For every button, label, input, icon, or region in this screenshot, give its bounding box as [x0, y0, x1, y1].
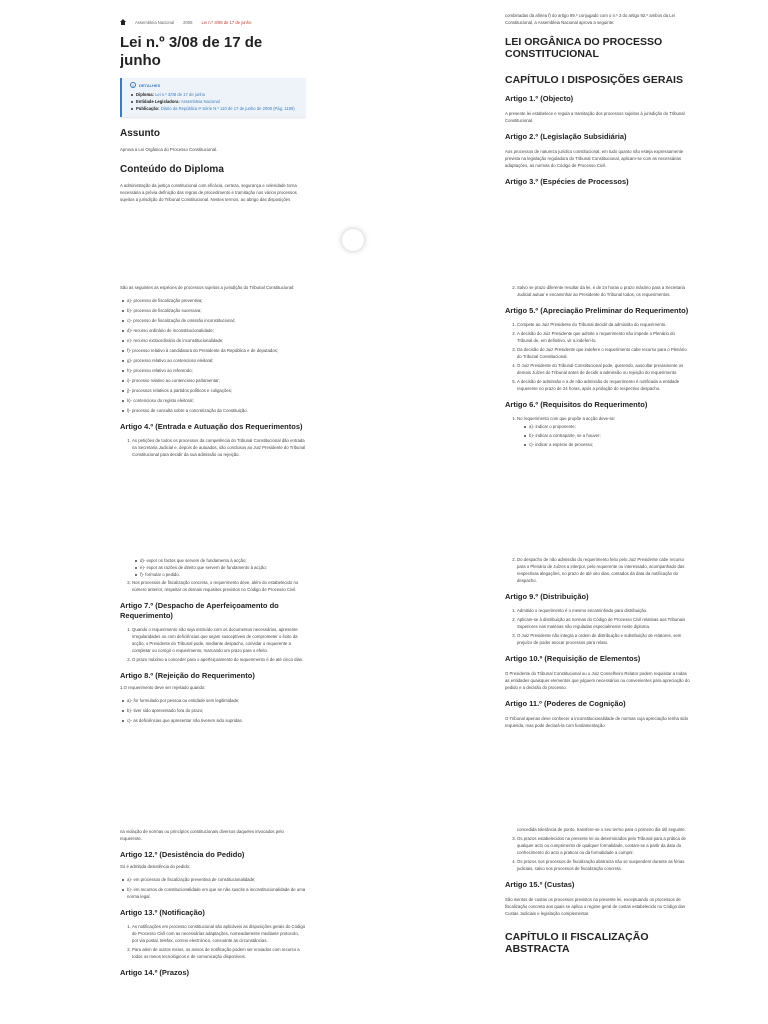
requisitos-cont-panel	[120, 556, 306, 796]
artigo-5-list	[505, 321, 691, 392]
artigo-13-heading: Artigo 13.º (Notificação)	[120, 908, 205, 917]
artigo-6-sublist	[517, 423, 691, 448]
list-item: 4. Os prazos nos processos de fiscalização abstracta não se suspendem durante as férias judiciais, salvo nos processos de fiscalização concreta.	[517, 858, 691, 872]
details-box	[120, 78, 306, 117]
prazos-list	[505, 835, 691, 872]
artigo-6-heading: Artigo 6.º (Requisitos do Requerimento)	[505, 400, 648, 409]
rejeicao-list	[505, 556, 691, 584]
lei-panel	[505, 12, 691, 264]
artigo-4-list	[120, 437, 306, 458]
artigo-10-text: O Presidente do Tribunal Constitucional ou o Juiz Conselheiro Relator podem requisitar a todas as entidades quaisquer elementos que julguem necessários ou convenientes para apreciação do pedido e a decisão do processo.	[505, 671, 690, 690]
cognicao-cont: na violação de normas ou princípios constitucionais diversos daqueles invocados pelo requerente.	[120, 829, 284, 841]
artigo-11-heading: Artigo 11.º (Poderes de Cognição)	[505, 699, 626, 708]
artigo-8-intro: 1.O requerimento deve ser rejeitado quando:	[120, 685, 206, 690]
list-item: a)- em processos de fiscalização preventiva de constitucionalidade;	[120, 876, 306, 883]
custas-panel	[505, 826, 691, 1024]
list-item: b)- em recursos de constitucionalidade em que se não suscite a inconstitucionalidade de uma norma legal.	[120, 886, 306, 900]
species-panel	[120, 284, 306, 524]
preambulo-cont: combinadas da alínea f) do artigo 89.º conjugado com o n.º 3 do artigo 92.º ambos da Lei Constitucional, a Assembleia Nacional aprova a seguinte:	[505, 13, 676, 25]
header-panel	[120, 16, 306, 256]
list-item: i)- processo relativo ao contencioso parlamentar;	[120, 377, 306, 384]
artigo-8-list	[120, 697, 306, 724]
list-item: c)- processo de fiscalização de omissão inconstitucional;	[120, 317, 306, 324]
list-item: k)- contencioso do registo eleitoral;	[120, 397, 306, 404]
artigo-6-list	[505, 415, 691, 448]
list-item: 2. A decisão do Juiz Presidente que admite o requerimento não impede o Plenário do Tribunal de, em definitivo, vir a indeferi-lo.	[517, 330, 691, 344]
requisitos-list	[120, 579, 306, 593]
list-item: 3. Os prazos estabelecidos na presente lei ou determinados pelo Tribunal para a prática de qualquer acto ou cumprimento de qualquer formalidade, contam-se a partir da data do conhecimento do acto a praticar ou da formalidade a cumprir.	[517, 835, 691, 856]
artigo-10-heading: Artigo 10.º (Requisição de Elementos)	[505, 654, 641, 663]
list-item: g)- processo relativo ao contencioso eleitoral;	[120, 357, 306, 364]
list-item: b)- processo de fiscalização sucessiva;	[120, 307, 306, 314]
list-item: 1. As petições de todos os processos da competência do Tribunal Constitucional dão entrada na Secretaria Judicial e, depois de autuados, são conclusos ao Juiz Presidente do Tribunal Constitucional para decidir da sua admissão ou rejeição.	[132, 437, 306, 458]
list-item: 5. A decisão de admissão e a de não admissão do requerimento é notificada a entidade requerente no prazo de 24 horas, após a prolação do respectivo despacho.	[517, 378, 691, 392]
list-item: 3. O Juiz Presidente não integra a ordem de distribuição e substituição de relatores, sem prejuízo de poder avocar processos para relato.	[517, 632, 691, 646]
conteudo-heading: Conteúdo do Diploma	[120, 164, 224, 175]
artigo-13-list	[120, 923, 306, 960]
lei-heading: LEI ORGÂNICA DO PROCESSO CONSTITUCIONAL	[505, 36, 663, 60]
breadcrumb-current: Lei n.º 3/08 de 17 de junho	[201, 19, 252, 25]
page-title: Lei n.º 3/08 de 17 de junho	[120, 34, 263, 69]
artigo-7-heading: Artigo 7.º (Despacho de Aperfeiçoamento do Requerimento)	[120, 601, 279, 620]
list-item: f)- processo relativo à candidatura do Presidente da República e de deputados;	[120, 347, 306, 354]
artigo-9-list	[505, 607, 691, 646]
list-item: j)- processos relativos a partidos políticos e coligações;	[120, 387, 306, 394]
distribuicao-panel	[505, 556, 691, 796]
list-item: h)- processo relativo ao referendo;	[120, 367, 306, 374]
artigo-3-heading: Artigo 3.º (Espécies de Processos)	[505, 177, 629, 186]
artigo-12-intro: Só é admitida desistência do pedido:	[120, 864, 191, 869]
conteudo-text: A administração da justiça constitucional com eficácia, certeza, segurança e celeridade torna necessária a prévia definição das regras de procedimento e tramitação nos vários processos sujeitos a jurisdição do Tribunal Constitucional. Nestes termos, ao abrigo das disposições	[120, 183, 297, 202]
capitulo-1-heading: CAPÍTULO I DISPOSIÇÕES GERAIS	[505, 74, 683, 86]
list-item: 2. Para além de outros meios, os avisos de notificação podem ser enviados com recurso a todos os meios tecnológicos e de comunicação disponíveis.	[132, 946, 306, 960]
list-item: a)- for formulado por pessoa ou entidade sem legitimidade;	[120, 697, 306, 704]
requisitos-sublist	[120, 557, 306, 578]
artigo-1-heading: Artigo 1.º (Objecto)	[505, 94, 574, 103]
autuacao-list	[505, 284, 691, 298]
list-item: b)- tiver sido apresentado fora do prazo;	[120, 707, 306, 714]
home-icon[interactable]	[120, 19, 126, 25]
list-item: d)- expor os factos que servem de fundamento à acção;	[134, 557, 306, 564]
list-item: e)- recurso extraordinário de inconstitucionalidade;	[120, 337, 306, 344]
desistencia-panel	[120, 828, 306, 1024]
artigo-2-text: Aos processos de natureza jurídico constitucional, em tudo quanto não esteja expressamente prevista na legislação reguladora do Tribunal Constitucional, aplicam-se com as necessárias adaptações, as normas do Código de Processo Civil.	[505, 149, 684, 168]
artigo-2-heading: Artigo 2.º (Legislação Subsidiária)	[505, 132, 627, 141]
details-heading: i DETALHES	[130, 82, 300, 88]
list-item: 2. Do despacho de não admissão do requerimento feito pelo Juiz Presidente cabe recurso para o Plenário de Juízes a interpor, pelo requerente ou interessado, acompanhado das respectivas alegações, no prazo de até oito dias, contados da data da notificação do despacho.	[517, 556, 691, 584]
breadcrumb-year[interactable]: 2008	[183, 19, 193, 25]
info-icon: i	[130, 82, 136, 88]
details-publicacao: Publicação: Diário da República Iª Série N.º 110 de 17 de junho de 2008 (Pág. 1189)	[130, 105, 300, 112]
artigo-15-heading: Artigo 15.º (Custas)	[505, 880, 575, 889]
apreciacao-panel	[505, 284, 691, 524]
assunto-heading: Assunto	[120, 128, 160, 139]
artigo-1-text: A presente lei estabelece e regula a tramitação dos processos sujeitos à jurisdição do Tribunal Constitucional.	[505, 111, 685, 123]
list-item: e)- expor as razões de direito que servem de fundamento à acção;	[134, 564, 306, 571]
list-item: l)- processo de consulta sobre a concretização da Constituição.	[120, 407, 306, 414]
artigo-14-heading: Artigo 14.º (Prazos)	[120, 968, 190, 977]
details-entidade: Entidade Legisladora: Assembleia Nacional	[130, 98, 300, 105]
list-item: f)- formular o pedido.	[134, 571, 306, 578]
artigo-12-list	[120, 876, 306, 900]
list-item: 2. O prazo máximo a conceder para o aperfeiçoamento do requerimento é de até cinco dias.	[132, 656, 306, 663]
artigo-7-list	[120, 626, 306, 663]
details-diploma: Diploma: Lei n.º 3/08 de 17 de junho	[130, 91, 300, 98]
artigo-4-heading: Artigo 4.º (Entrada e Autuação dos Requerimentos)	[120, 422, 303, 431]
artigo-5-heading: Artigo 5.º (Apreciação Preliminar do Requerimento)	[505, 306, 689, 315]
list-item: 1. As notificações em processo constitucional são aplicáveis as disposições gerais do Código de Processo Civil com as necessárias adaptações, nomeadamente mediante protocolo, por via postal, telefax, correio electrónico, consoante as circunstâncias.	[132, 923, 306, 944]
list-item: 4. O Juiz Presidente do Tribunal Constitucional pode, querendo, auscultar previamente os demais Juízes do Tribunal antes de decidir a admissão ou rejeição do requerimento.	[517, 362, 691, 376]
list-item: 2. Aplicam-se à distribuição as normas do Código de Processo Civil relativas aos Tribunais Superiores nas matérias não reguladas especialmente neste diploma.	[517, 616, 691, 630]
list-item: 1. Compete ao Juiz Presidente do Tribunal decidir da admissão do requerimento.	[517, 321, 691, 328]
species-list	[120, 297, 306, 414]
list-item: b)- indicar a contraparte, se a houver;	[523, 432, 691, 439]
scroll-toggle-button[interactable]	[342, 229, 364, 251]
list-item: c)- indicar a espécie de processo;	[523, 441, 691, 448]
breadcrumb	[120, 16, 306, 28]
artigo-8-heading: Artigo 8.º (Rejeição do Requerimento)	[120, 671, 255, 680]
list-item: 1. No requerimento com que propõe a acção deve-se: a)- indicar o proponente; b)- indicar a contraparte, se a houver; c)- indicar a espécie de processo;	[517, 415, 691, 448]
artigo-15-text: São isentos de custas os processos previstos na presente lei, exceptuando os processos de fiscalização concreta aos quais se aplica o regime geral de custas estabelecido no Código das Custas Judiciais e legislação complementar.	[505, 897, 686, 916]
prazos-cont	[505, 826, 691, 833]
artigo-9-heading: Artigo 9.º (Distribuição)	[505, 592, 589, 601]
list-item: concedida tolerância de ponto, transfere-se o seu termo para o primeiro dia útil seguinte.	[517, 827, 686, 832]
list-item: d)- recurso ordinário de inconstitucionalidade;	[120, 327, 306, 334]
artigo-12-heading: Artigo 12.º (Desistência do Pedido)	[120, 850, 245, 859]
list-item: a)- indicar o proponente;	[523, 423, 691, 430]
capitulo-2-heading: CAPÍTULO II FISCALIZAÇÃO ABSTRACTA	[505, 931, 649, 955]
breadcrumb-assembleia[interactable]: Assembleia Nacional	[135, 19, 175, 25]
species-intro: São as seguintes as espécies de processos sujeitos a jurisdição do Tribunal Constitucional:	[120, 285, 295, 290]
assunto-text: Aprova a Lei Orgânica do Processo Constitucional.	[120, 147, 218, 152]
list-item: 1. Admitido o requerimento é o mesmo encaminhado para distribuição.	[517, 607, 691, 614]
list-item: 1. Quando o requerimento não seja instruído com os documentos necessários, apresente irregularidades ou com deficiências que sejam susceptíveis de comprometer o êxito da acção, o Presidente do Tribunal pode, mediante despacho, convidar o requerente a completar ou corrigir o requerimento, marcando um prazo para o efeito.	[132, 626, 306, 654]
list-item: c)- as deficiências que apresentar não tiverem sido supridas.	[120, 717, 306, 724]
list-item: 2. Nos processos de fiscalização concreta, o requerimento deve, além do estabelecido no número anterior, respeitar os demais requisitos previstos no Código de Processo Civil.	[132, 579, 306, 593]
list-item: 2. Salvo se prazo diferente resultar da lei, é de 24 horas o prazo máximo para a Secretaria Judicial autuar e encaminhar ao Presidente do Tribunal todos, os requerimentos.	[517, 284, 691, 298]
list-item: 3. Da decisão do Juiz Presidente que indefere o requerimento cabe recurso para o Plenário do Tribunal Constitucional.	[517, 346, 691, 360]
list-item: a)- processo de fiscalização preventiva;	[120, 297, 306, 304]
artigo-11-text: O Tribunal apenas deve conhecer a inconstitucionalidade de normas cuja apreciação tenha sido requerida, mas pode declará-la com fundamentação	[505, 716, 688, 728]
